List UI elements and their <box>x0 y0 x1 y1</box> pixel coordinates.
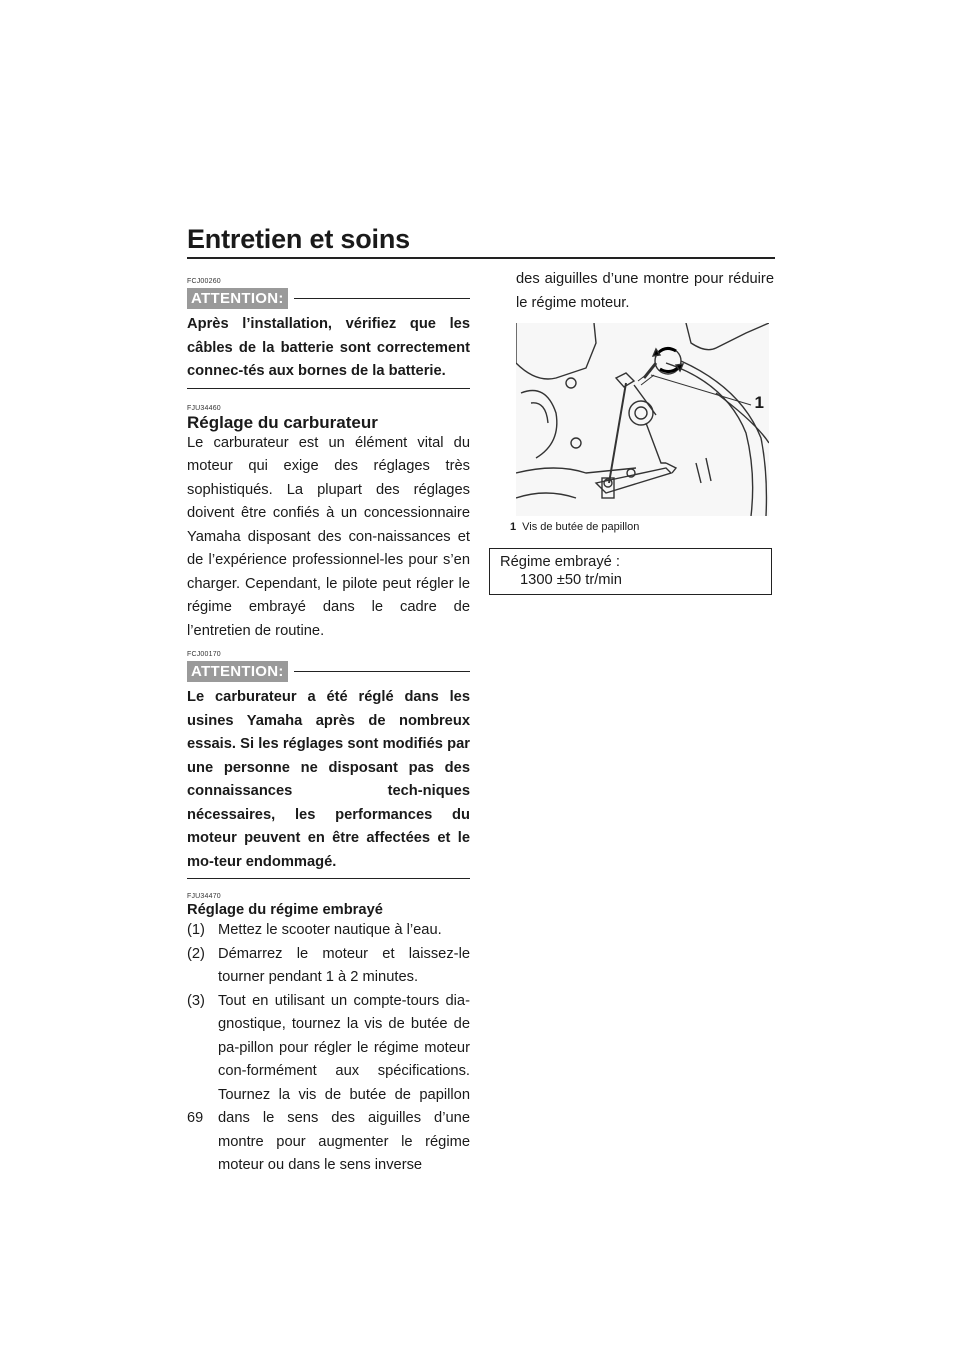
step-item <box>187 943 470 990</box>
spec-label: Régime embrayé : <box>500 553 620 570</box>
left-column <box>187 278 470 1178</box>
step-number: (3) <box>187 992 205 1009</box>
step-continuation: des aiguilles d’une montre pour réduire le régime moteur. <box>516 271 774 311</box>
section-text-carburateur: Le carburateur est un élément vital du moteur qui exige des réglages très sophistiqués. La plupart des réglages doivent être confiés à un concessionnaire Yamaha disposant des con-naissances et de l’expérience professionnel-les pour s’en charger. Cependant, le pilote peut régler le régime embrayé dans le cadre de l’entretien de routine. <box>187 434 470 639</box>
section-title-carburateur: Réglage du carburateur <box>187 412 378 432</box>
page-header <box>187 222 775 259</box>
attention-label: ATTENTION: <box>187 661 288 682</box>
step-item <box>187 990 470 1178</box>
right-column <box>489 268 774 595</box>
attention-rule <box>294 671 470 672</box>
step-text: Tout en utilisant un compte-tours dia-gnostique, tournez la vis de butée de pa-pillon pour régler le régime moteur con-formément aux spécifications. Tournez la vis de butée de papillon dans le sens des aiguilles d’une montre pour augmenter le régime moteur ou dans le sens inverse <box>218 992 470 1173</box>
attention-bar <box>187 287 470 309</box>
attention-text: Après l’installation, vérifiez que les câbles de la batterie sont correctement connec-tés aux bornes de la batterie. <box>187 313 470 389</box>
attention-text: Le carburateur a été réglé dans les usines Yamaha après de nombreux essais. Si les réglages sont modifiés par une personne ne disposant pas des connaissances tech-niques nécessaires, les performances du moteur peuvent en être affectées et le mo-teur endommagé. <box>187 686 470 879</box>
spec-box <box>489 548 772 595</box>
attention-code: FCJ00260 <box>187 278 221 285</box>
attention-bar <box>187 660 470 682</box>
section-title-regime: Réglage du régime embrayé <box>187 902 383 918</box>
attention-label: ATTENTION: <box>187 288 288 309</box>
steps-list <box>187 919 470 1178</box>
step-text: Démarrez le moteur et laissez-le tourner pendant 1 à 2 minutes. <box>218 945 470 985</box>
attention-rule <box>294 298 470 299</box>
step-text: Mettez le scooter nautique à l’eau. <box>218 922 442 938</box>
attention-code: FCJ00170 <box>187 651 221 658</box>
figure-caption <box>510 516 774 540</box>
spec-value: 1300 ±50 tr/min <box>520 571 622 588</box>
step-number: (1) <box>187 922 205 938</box>
page-title: Entretien et soins <box>187 224 410 254</box>
engine-drawing <box>516 323 769 516</box>
caption-number: 1 <box>510 521 517 533</box>
section-code: FJU34470 <box>187 893 221 900</box>
step-item <box>187 919 470 943</box>
step-number: (2) <box>187 945 205 962</box>
section-code: FJU34460 <box>187 404 221 412</box>
throttle-stop-screw-illustration <box>516 323 769 516</box>
figure-callout-number: 1 <box>754 393 764 412</box>
caption-text: Vis de butée de papillon <box>522 521 640 533</box>
page-number: 69 <box>187 1110 204 1126</box>
header-rule <box>187 257 775 259</box>
